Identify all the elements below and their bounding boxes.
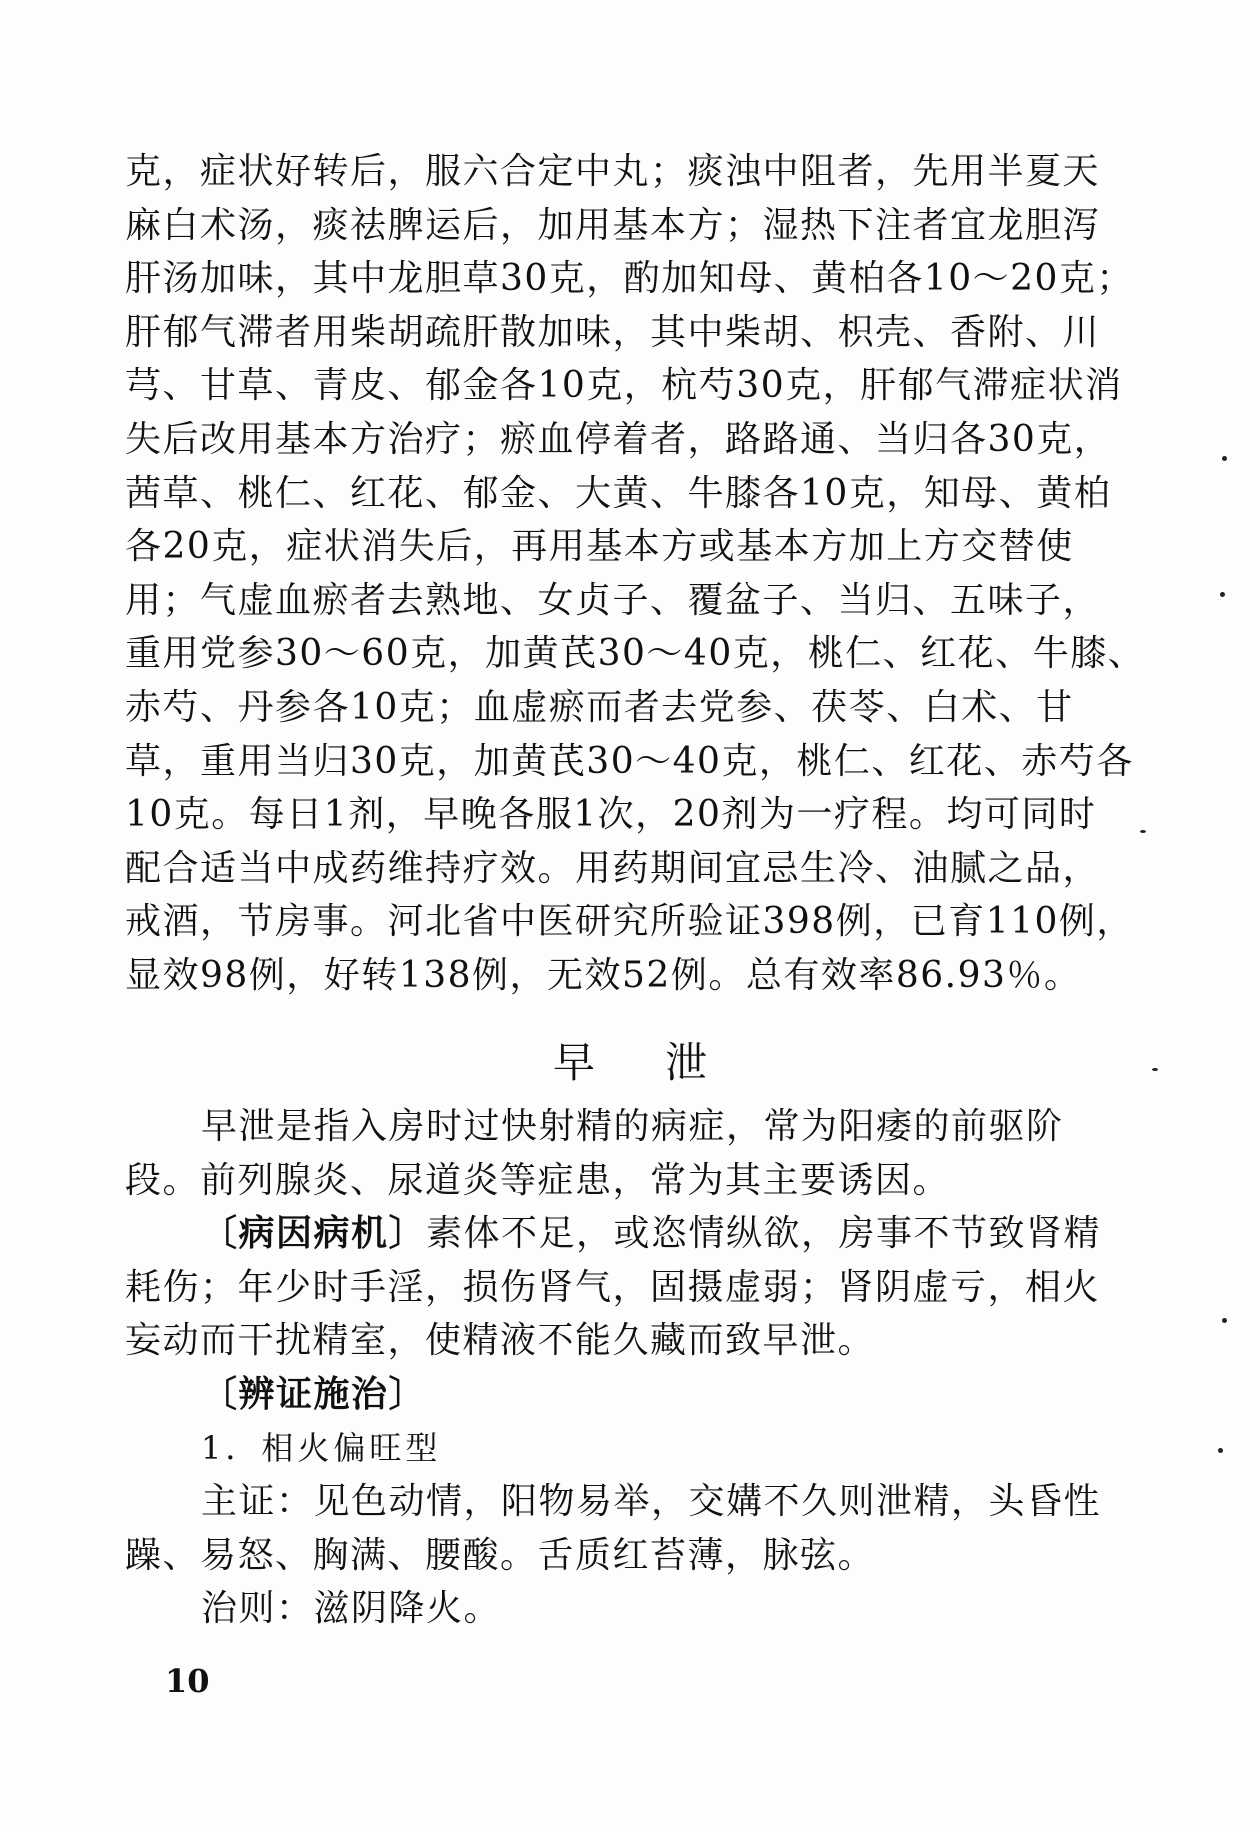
etiology-label: 〔病因病机〕 — [201, 1212, 427, 1255]
text-line: 肝汤加味，其中龙胆草30克，酌加知母、黄柏各10～20克； — [125, 258, 1134, 300]
text-line: 重用党参30～60克，加黄芪30～40克，桃仁、红花、牛膝、 — [125, 633, 1146, 675]
text-line: 配合适当中成药维持疗效。用药期间宜忌生冷、油腻之品， — [125, 847, 1101, 889]
type-heading: 1．相火偏旺型 — [201, 1428, 442, 1467]
page-number: 10 — [165, 1662, 210, 1700]
section-body — [125, 1100, 1102, 1636]
principle-line: 治则：滋阴降火。 — [201, 1588, 502, 1630]
etiology-text: 素体不足，或恣情纵欲，房事不节致肾精 — [426, 1213, 1102, 1255]
text-line: 茜草、桃仁、红花、郁金、大黄、牛膝各10克，知母、黄柏 — [125, 472, 1112, 514]
text-line: 草，重用当归30克，加黄芪30～40克，桃仁、红花、赤芍各 — [125, 740, 1134, 782]
scan-speck — [1140, 830, 1146, 833]
symptom-line: 躁、易怒、胸满、腰酸。舌质红苔薄，脉弦。 — [125, 1534, 876, 1576]
text-line: 各20克，症状消失后，再用基本方或基本方加上方交替使 — [125, 526, 1074, 568]
text-line: 10克。每日1剂，早晚各服1次，20剂为一疗程。均可同时 — [125, 794, 1097, 836]
scan-speck — [1152, 1068, 1158, 1071]
text-line: 克，症状好转后，服六合定中丸；痰浊中阻者，先用半夏天 — [125, 151, 1101, 192]
intro-line: 段。前列腺炎、尿道炎等症患，常为其主要诱因。 — [125, 1159, 951, 1201]
scan-speck — [1218, 1448, 1223, 1453]
text-line: 戒酒，节房事。河北省中医研究所验证398例，已育110例， — [125, 901, 1134, 943]
scan-speck — [1222, 1318, 1227, 1323]
continued-paragraph — [125, 145, 1146, 1003]
scan-speck — [1222, 456, 1227, 461]
symptom-line: 主证：见色动情，阳物易举，交媾不久则泄精，头昏性 — [201, 1481, 1102, 1523]
intro-line: 早泄是指入房时过快射精的病症，常为阳痿的前驱阶 — [201, 1106, 1064, 1147]
text-line: 麻白术汤，痰祛脾运后，加用基本方；湿热下注者宜龙胆泻 — [125, 204, 1101, 246]
text-line: 用；气虚血瘀者去熟地、女贞子、覆盆子、当归、五味子， — [125, 579, 1101, 621]
etiology-line — [125, 1207, 1102, 1261]
text-line: 赤芍、丹参各10克；血虚瘀而者去党参、茯苓、白术、甘 — [125, 686, 1074, 728]
text-line: 显效98例，好转138例，无效52例。总有效率86.93％。 — [125, 954, 1082, 996]
etiology-line: 耗伤；年少时手淫，损伤肾气，固摄虚弱；肾阴虚亏，相火 — [125, 1266, 1101, 1308]
text-line: 肝郁气滞者用柴胡疏肝散加味，其中柴胡、枳壳、香附、川 — [125, 311, 1101, 353]
section-heading: 早泄 — [552, 1038, 777, 1087]
text-line: 失后改用基本方治疗；瘀血停着者，路路通、当归各30克， — [125, 418, 1112, 460]
treatment-label: 〔辨证施治〕 — [201, 1372, 427, 1415]
etiology-line: 妄动而干扰精室，使精液不能久藏而致早泄。 — [125, 1320, 876, 1362]
scan-speck — [1220, 592, 1225, 597]
text-line: 芎、甘草、青皮、郁金各10克，杭芍30克，肝郁气滞症状消 — [125, 365, 1123, 407]
